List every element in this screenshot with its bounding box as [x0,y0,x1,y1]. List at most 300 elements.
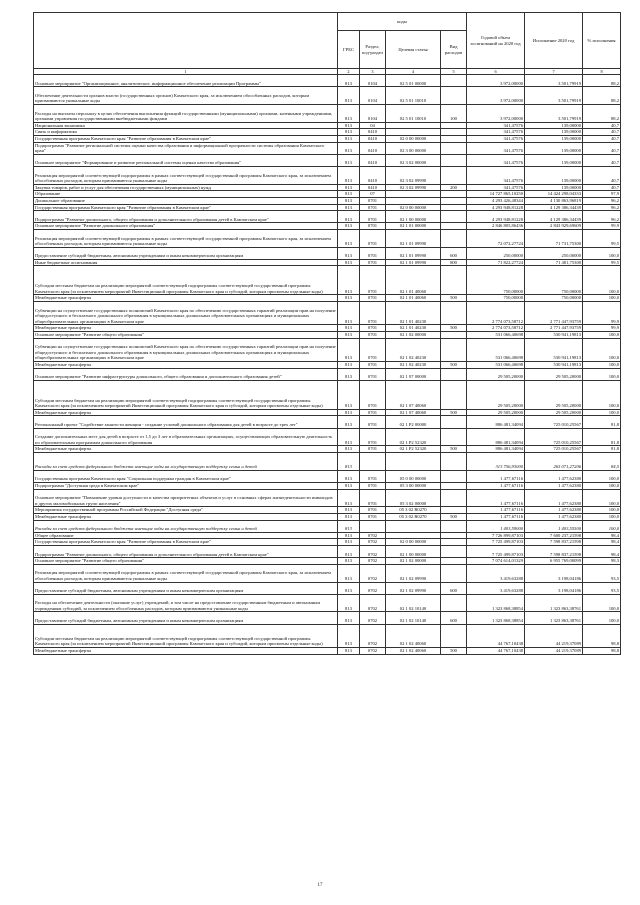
row-percent: 100,0 [583,332,621,339]
table-row [34,154,621,166]
row-section: 0702 [360,648,386,655]
row-exptype [441,507,467,514]
row-section: 0702 [360,545,386,557]
row-target: 02 1 01 00000 [386,223,441,230]
row-exptype [441,539,467,546]
row-exptype [441,332,467,339]
row-exptype [441,75,467,87]
row-exptype [441,482,467,489]
row-percent: 100,0 [583,612,621,624]
row-grbs: 813 [338,532,360,539]
row-executed: 14 424 298,04333 [525,191,583,198]
col-number: 2 [338,69,360,75]
row-annual: 7 726 899,87103 [467,532,525,539]
table-row [34,197,621,204]
table-row [34,582,621,594]
row-executed: 1 477,62380 [525,482,583,489]
row-section: 0701 [360,513,386,520]
row-executed: 139,00000 [525,122,583,129]
table-row [34,325,621,332]
row-percent: 88,2 [583,87,621,105]
row-executed: 139,00000 [525,142,583,154]
row-name: Межбюджетные трансферты [34,295,338,302]
table-row [34,482,621,489]
row-grbs: 813 [338,266,360,295]
row-section: 0104 [360,75,386,87]
row-exptype [441,87,467,105]
row-exptype [441,470,467,482]
row-name: Межбюджетные трансферты [34,648,338,655]
row-exptype [441,545,467,557]
row-target: 02 1 P2 00000 [386,416,441,428]
row-target: 02 5 01 10010 [386,104,441,122]
row-executed: 4 129 386,34439 [525,211,583,223]
row-grbs: 813 [338,184,360,191]
row-percent: 93,5 [583,564,621,582]
row-exptype: 800 [441,259,467,266]
row-percent: 40,7 [583,135,621,142]
row-section: 0410 [360,154,386,166]
row-grbs: 813 [338,452,360,470]
table-row [34,416,621,428]
row-percent: 98,4 [583,532,621,539]
row-section: 0701 [360,229,386,247]
row-name: Подпрограмма "Развитие дошкольного, общего образования и дополнительного образования детей в Камчатском крае" [34,211,338,223]
row-executed: 250,00000 [525,247,583,259]
row-grbs: 813 [338,409,360,416]
row-target: 05 3 02 R0270 [386,513,441,520]
row-exptype [441,191,467,198]
table-row [34,539,621,546]
row-target: 02 1 P2 52320 [386,428,441,446]
row-target [386,452,441,470]
row-grbs: 813 [338,259,360,266]
col-number: 7 [525,69,583,75]
header-codes: коды [338,13,467,31]
row-percent: 96,2 [583,197,621,204]
row-grbs: 813 [338,191,360,198]
row-annual: 2 774 073,58712 [467,302,525,325]
row-name: Межбюджетные трансферты [34,362,338,369]
row-grbs: 813 [338,135,360,142]
row-executed: 139,00000 [525,154,583,166]
col-number: 3 [360,69,386,75]
table-row [34,229,621,247]
row-target [386,532,441,539]
row-exptype: 600 [441,582,467,594]
row-section: 0701 [360,302,386,325]
row-name: Образование [34,191,338,198]
row-target: 05 3 00 00000 [386,482,441,489]
row-grbs: 813 [338,520,360,532]
row-exptype [441,380,467,409]
row-section: 0701 [360,211,386,223]
row-exptype: 500 [441,409,467,416]
row-percent: 100,0 [583,520,621,532]
row-section: 0702 [360,539,386,546]
row-annual: 29 505,20000 [467,380,525,409]
row-grbs: 813 [338,489,360,507]
row-target: 02 1 01 40060 [386,266,441,295]
row-target: 02 5 01 10010 [386,87,441,105]
row-grbs: 813 [338,204,360,211]
header-percent: % исполнения [583,13,621,69]
row-name: Субсидии местным бюджетам на реализацию мероприятий соответствующей подпрограммы соответствующей государственной программы Камчатского края (за исключением мероприятий Инвестиционной программы Камчатского края и субсидий, которым присвоены отдельные коды) [34,380,338,409]
table-row [34,520,621,532]
row-name: Основное мероприятие "Развитие общего образования" [34,332,338,339]
row-exptype [441,122,467,129]
row-percent: 97,9 [583,191,621,198]
row-exptype: 500 [441,446,467,453]
row-percent: 93,5 [583,582,621,594]
row-annual: 3 419,63288 [467,564,525,582]
row-section: 0701 [360,409,386,416]
table-row [34,545,621,557]
row-percent: 98,8 [583,648,621,655]
row-executed: 3 501,79919 [525,75,583,87]
row-executed: 1 477,62380 [525,489,583,507]
row-name: Связь и информатика [34,129,338,136]
row-percent: 99,5 [583,259,621,266]
row-target: 02 3 02 09990 [386,184,441,191]
row-grbs: 813 [338,368,360,380]
row-target: 02 1 07 00000 [386,368,441,380]
row-annual: 1 477,67116 [467,507,525,514]
row-annual: 531 066,40698 [467,338,525,361]
row-section: 0410 [360,166,386,184]
row-grbs: 813 [338,154,360,166]
table-row [34,135,621,142]
row-target: 02 1 P2 52320 [386,446,441,453]
row-target: 02 1 07 40060 [386,380,441,409]
row-name: Государственная программа Камчатского края "Социальная поддержка граждан в Камчатском крае" [34,470,338,482]
row-percent: 96,2 [583,211,621,223]
table-row [34,223,621,230]
row-annual: 341,47576 [467,184,525,191]
row-grbs: 813 [338,564,360,582]
row-exptype [441,142,467,154]
row-target: 02 1 02 40060 [386,624,441,647]
row-section: 0701 [360,295,386,302]
row-percent: 100,0 [583,266,621,295]
table-row [34,104,621,122]
table-row [34,191,621,198]
table-row [34,368,621,380]
row-executed: 7 598 837,21598 [525,539,583,546]
row-annual: 4 293 948,81228 [467,204,525,211]
table-row [34,204,621,211]
row-exptype [441,624,467,647]
row-executed: 29 505,20000 [525,409,583,416]
table-row [34,513,621,520]
row-percent: 40,7 [583,166,621,184]
row-name: Расходы на обеспечение деятельности (оказание услуг) учреждений, в том числе на предоставление государственным бюджетным и автономным учреждениям субсидий, за исключением обособленных расходов, которым присваиваются уникальные коды [34,594,338,612]
row-executed: 1 403,55500 [525,520,583,532]
row-target: 02 1 02 00000 [386,332,441,339]
row-grbs: 813 [338,513,360,520]
row-executed: 265 071,27206 [525,452,583,470]
row-exptype [441,166,467,184]
row-percent: 100,0 [583,247,621,259]
row-name: Подпрограмма "Развитие региональной системы оценки качества образования и информационной прозрачности системы образования Камчатского края" [34,142,338,154]
row-section: 0702 [360,624,386,647]
row-exptype: 500 [441,513,467,520]
row-executed: 750,00000 [525,295,583,302]
row-target: 02 1 02 10140 [386,594,441,612]
row-percent: 81,8 [583,416,621,428]
row-grbs: 813 [338,446,360,453]
row-section: 0701 [360,332,386,339]
col-number: 6 [467,69,525,75]
row-section: 0702 [360,594,386,612]
row-annual: 750,00000 [467,266,525,295]
row-name: Общее образование [34,532,338,539]
row-annual: 7 725 499,87103 [467,539,525,546]
row-name: Предоставление субсидий бюджетным, автономным учреждениям и иным некоммерческим организациям [34,247,338,259]
row-grbs: 813 [338,332,360,339]
row-annual: 3 972,00000 [467,75,525,87]
table-row [34,166,621,184]
row-percent: 40,7 [583,184,621,191]
row-name: Основное мероприятие "Формирование и развитие региональной системы оценки качества образования" [34,154,338,166]
budget-table [33,12,621,655]
row-percent: 99,9 [583,302,621,325]
row-section: 0701 [360,368,386,380]
header-annual: Годовой объем ассигнований на 2020 год [467,13,525,69]
page-number: 17 [317,883,323,888]
row-percent: 98,4 [583,545,621,557]
row-exptype [441,223,467,230]
row-name: Реализация мероприятий соответствующей подпрограммы в рамках соответствующей государственной программы Камчатского края, за исключением обособленных расходов, которым присваиваются уникальные коды [34,166,338,184]
row-annual: 1 403,59000 [467,520,525,532]
row-exptype: 500 [441,295,467,302]
row-section: 0701 [360,325,386,332]
row-target [386,129,441,136]
row-percent: 96,2 [583,204,621,211]
row-percent: 100,0 [583,362,621,369]
row-percent: 100,0 [583,409,621,416]
header-executed: Исполнение 2020 год [525,13,583,69]
row-section: 0104 [360,87,386,105]
row-section: 0701 [360,223,386,230]
table-row [34,489,621,507]
table-row [34,129,621,136]
row-exptype: 500 [441,325,467,332]
row-exptype [441,229,467,247]
row-percent: 100,0 [583,368,621,380]
row-grbs: 813 [338,129,360,136]
table-row [34,470,621,482]
row-annual: 341,47576 [467,122,525,129]
row-percent: 100,0 [583,295,621,302]
row-grbs: 813 [338,624,360,647]
row-section: 0701 [360,470,386,482]
table-row [34,648,621,655]
row-section: 0701 [360,507,386,514]
row-percent: 40,7 [583,154,621,166]
row-executed: 29 505,20000 [525,368,583,380]
row-grbs: 813 [338,295,360,302]
row-grbs: 813 [338,507,360,514]
row-annual: 1 477,67116 [467,470,525,482]
row-exptype [441,564,467,582]
row-grbs: 813 [338,87,360,105]
row-grbs: 813 [338,223,360,230]
row-name: Основное мероприятие "Повышение уровня доступности и качества приоритетных объектов и услуг в основных сферах жизнедеятельности инвалидов и других маломобильных групп населения" [34,489,338,507]
row-name: Расходы на выплаты персоналу в целях обеспечения выполнения функций государственными (муниципальными) органами, казенными учреждениями, органами управления государственными внебюджетными фондами [34,104,338,122]
row-name: Государственная программа Камчатского края "Развитие образования в Камчатском крае" [34,204,338,211]
row-executed: 3 198,04186 [525,582,583,594]
row-annual: 341,47576 [467,129,525,136]
document-page [33,12,620,655]
row-executed: 71 731,75300 [525,229,583,247]
row-executed: 725 010,25567 [525,428,583,446]
row-name: Основное мероприятие "Развитие общего образования" [34,558,338,565]
row-executed: 530 941,19813 [525,362,583,369]
row-grbs: 813 [338,166,360,184]
row-target: 02 1 07 40060 [386,409,441,416]
row-section: 0701 [360,380,386,409]
row-name: Субсидии местным бюджетам на реализацию мероприятий соответствующей подпрограммы соответствующей государственной программы Камчатского края (за исключением мероприятий Инвестиционной программы Камчатского края и субсидий, которым присвоены отдельные коды) [34,624,338,647]
row-percent: 100,0 [583,594,621,612]
row-name: Реализация мероприятий соответствующей подпрограммы в рамках соответствующей государственной программы Камчатского края, за исключением обособленных расходов, которым присваиваются уникальные коды [34,564,338,582]
row-executed: 3 198,04186 [525,564,583,582]
table-body [34,75,621,655]
row-exptype [441,452,467,470]
row-executed: 44 219,37089 [525,648,583,655]
row-target: 02 1 00 00000 [386,545,441,557]
row-name: Мероприятия государственной программы Российской Федерации "Доступная среда" [34,507,338,514]
table-row [34,409,621,416]
row-annual: 531 066,40698 [467,332,525,339]
row-name: Дошкольное образование [34,197,338,204]
row-target: 02 0 00 00000 [386,539,441,546]
row-annual: 14 727 865,10250 [467,191,525,198]
row-percent: 98,3 [583,558,621,565]
row-name: Основное мероприятие "Развитие дошкольного образования" [34,223,338,230]
row-exptype [441,558,467,565]
row-exptype [441,520,467,532]
table-row [34,446,621,453]
row-annual: 3 972,00000 [467,87,525,105]
row-executed: 1 477,62380 [525,507,583,514]
row-exptype: 200 [441,184,467,191]
row-section: 0701 [360,416,386,428]
row-executed: 139,00000 [525,184,583,191]
row-annual: 44 767,10438 [467,648,525,655]
row-annual: 250,00000 [467,247,525,259]
row-percent: 100,0 [583,470,621,482]
row-percent: 84,5 [583,452,621,470]
row-percent: 100,0 [583,482,621,489]
row-section: 04 [360,122,386,129]
table-row [34,142,621,154]
col-number: 5 [441,69,467,75]
row-grbs: 813 [338,648,360,655]
row-target: 02 5 01 00000 [386,75,441,87]
row-executed: 1 477,62380 [525,513,583,520]
row-name: Обеспечение деятельности органов власти (государственных органов) Камчатского края, за исключением обособленных расходов, которым присваиваются уникальные коды [34,87,338,105]
row-section: 0410 [360,135,386,142]
row-exptype [441,211,467,223]
row-target: 02 1 02 09990 [386,582,441,594]
table-row [34,332,621,339]
row-exptype [441,416,467,428]
row-target: 02 0 00 00000 [386,204,441,211]
row-exptype: 600 [441,612,467,624]
row-percent: 81,8 [583,446,621,453]
row-grbs: 813 [338,122,360,129]
row-percent: 100,0 [583,507,621,514]
row-executed: 1 323 863,38761 [525,612,583,624]
row-exptype: 600 [441,247,467,259]
table-row [34,612,621,624]
row-executed: 750,00000 [525,266,583,295]
row-executed: 2 771 447,93759 [525,325,583,332]
header-section: Раздел, под-раздел [360,31,386,69]
table-row [34,302,621,325]
row-exptype [441,135,467,142]
row-section: 0410 [360,184,386,191]
row-annual: 71 822,27724 [467,259,525,266]
row-section [360,520,386,532]
row-name: Создание дополнительных мест для детей в возрасте от 1,5 до 3 лет в образовательных организациях, осуществляющих образовательную деятельность по образовательным программам дошкольного образования [34,428,338,446]
row-grbs: 813 [338,380,360,409]
row-name: Региональный проект "Содействие занятости женщин - создание условий дошкольного образования для детей в возрасте до трех лет" [34,416,338,428]
row-annual: 7 725 499,87103 [467,545,525,557]
row-annual: 2 846 805,86436 [467,223,525,230]
row-target: 02 1 01 09990 [386,259,441,266]
row-section: 0702 [360,558,386,565]
row-name: Государственная программа Камчатского края "Развитие образования в Камчатском крае" [34,539,338,546]
row-executed: 29 505,20000 [525,380,583,409]
row-annual: 886 481,34094 [467,428,525,446]
row-exptype [441,197,467,204]
row-grbs: 813 [338,582,360,594]
row-target: 05 3 02 00000 [386,489,441,507]
row-target: 02 1 02 09990 [386,564,441,582]
row-section [360,452,386,470]
row-section: 0410 [360,142,386,154]
row-annual: 3 972,00000 [467,104,525,122]
row-executed: 7 600 237,21598 [525,532,583,539]
row-target: 02 3 00 00000 [386,142,441,154]
row-percent: 100,0 [583,338,621,361]
row-exptype [441,266,467,295]
row-grbs: 813 [338,594,360,612]
row-target: 05 0 00 00000 [386,470,441,482]
row-name: Национальная экономика [34,122,338,129]
row-section: 0701 [360,197,386,204]
table-row [34,266,621,295]
table-row [34,122,621,129]
row-name: Закупка товаров, работ и услуг для обеспечения государственных (муниципальных) нужд [34,184,338,191]
row-percent: 40,7 [583,129,621,136]
row-executed: 6 955 769,00099 [525,558,583,565]
row-executed: 725 010,25567 [525,416,583,428]
row-annual: 44 767,10438 [467,624,525,647]
row-annual: 2 774 073,58712 [467,325,525,332]
table-row [34,259,621,266]
row-name: Расходы за счет средств федерального бюджета имеющие ходы на государственную поддержку семьи и детей [34,520,338,532]
row-section: 0702 [360,532,386,539]
row-percent: 98,4 [583,539,621,546]
row-exptype: 100 [441,104,467,122]
row-grbs: 813 [338,142,360,154]
row-target: 02 1 01 09990 [386,229,441,247]
row-section: 0701 [360,259,386,266]
row-name: Предоставление субсидий бюджетным, автономным учреждениям и иным некоммерческим организациям [34,612,338,624]
